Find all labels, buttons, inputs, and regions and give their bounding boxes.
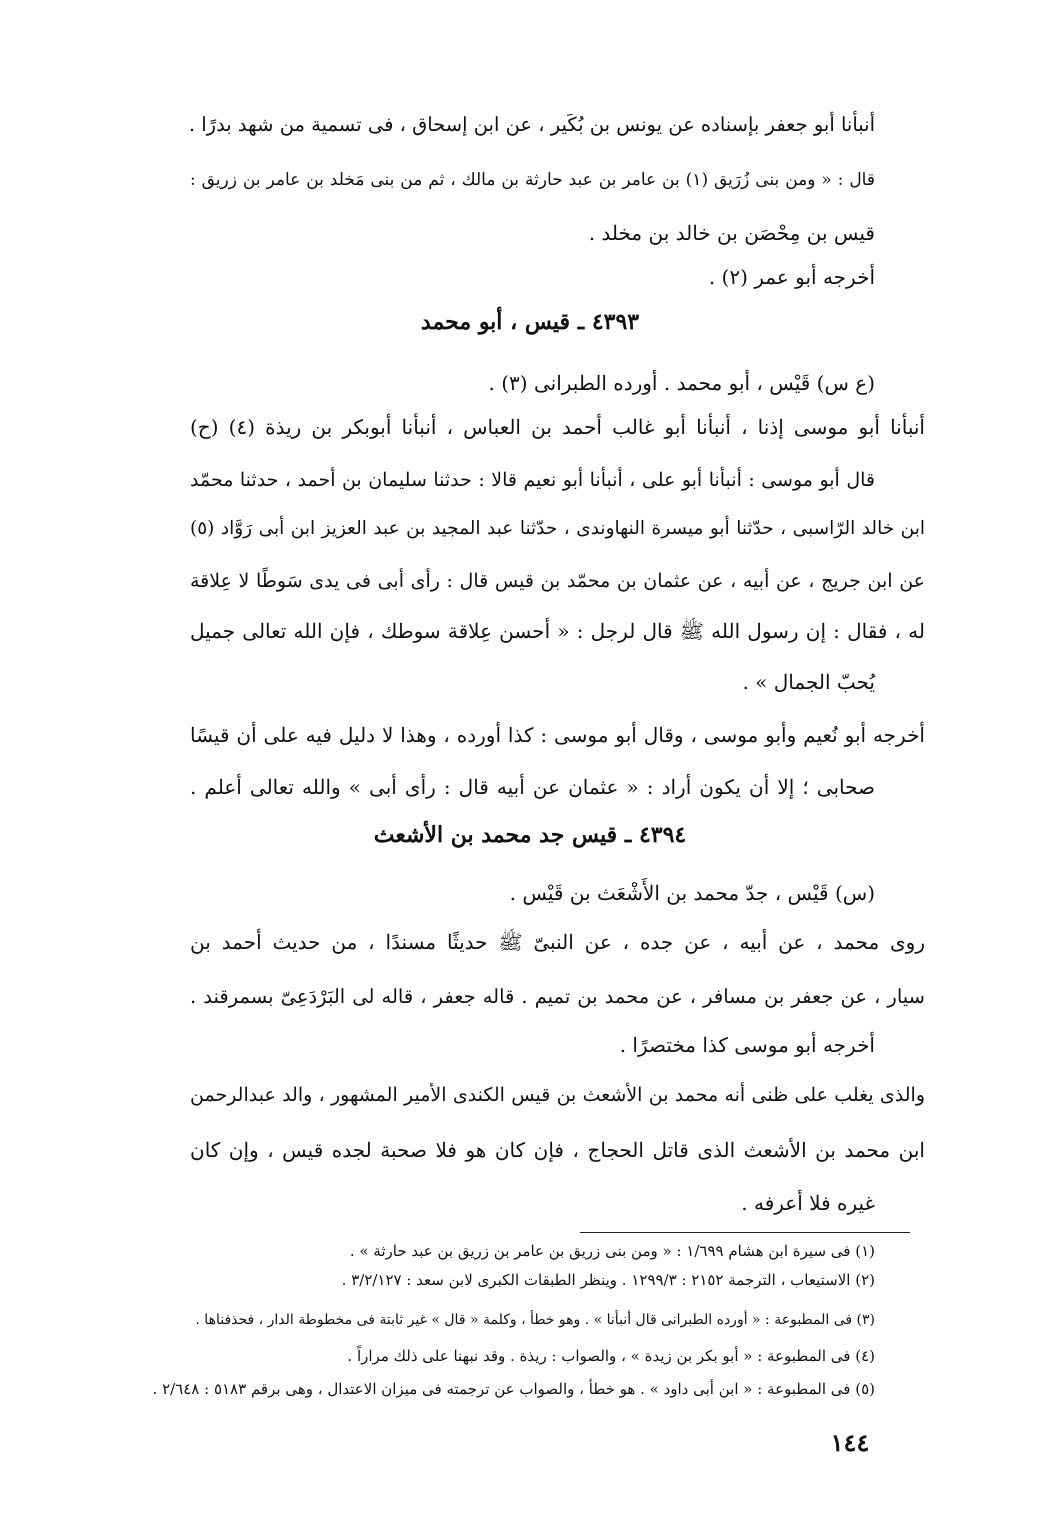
entry-heading-4394: ٤٣٩٤ ـ قيس جد محمد بن الأشعث — [373, 822, 687, 848]
footnote: (٣) فى المطبوعة : « أورده الطبرانى قال أنبأنا » . وهو خطأ ، وكلمة « قال » غير ثابتة فى مخطوطة الدار ، فحذفناها . — [195, 1312, 875, 1328]
text-line: (س) قَيْس ، جدّ محمد بن الأَشْعَث بن قَيْس . — [509, 881, 875, 905]
text-line: والذى يغلب على ظنى أنه محمد بن الأشعث بن قيس الكندى الأمير المشهور ، والد عبدالرحمن — [190, 1084, 925, 1106]
footnote: (٥) فى المطبوعة : « ابن أبى داود » . هو خطأ ، والصواب عن ترجمته فى ميزان الاعتدال ، وهى برقم ٥١٨٣ : ٢/٦٤٨ . — [152, 1380, 875, 1398]
text-line: غيره فلا أعرفه . — [741, 1191, 875, 1215]
text-line: (ع س) قَيْس ، أبو محمد . أورده الطبرانى (٣) . — [488, 371, 875, 395]
text-line: ابن محمد بن الأشعث الذى قاتل الحجاج ، فإن كان هو فلا صحبة لجده قيس ، وإن كان — [190, 1138, 925, 1162]
text-line: روى محمد ، عن أبيه ، عن جده ، عن النبىّ ﷺ حديثًا مسندًا ، من حديث أحمد بن — [190, 930, 925, 954]
entry-heading-4393: ٤٣٩٣ ـ قيس ، أبو محمد — [420, 309, 640, 335]
text-line: قال : « ومن بنى زُرَيق (١) بن عامر بن عبد حارثة بن مالك ، ثم من بنى مَخلد بن عامر بن زريق : — [190, 170, 875, 190]
footnote: (٢) الاستيعاب ، الترجمة ٢١٥٢ : ١٢٩٩/٣ . وينظر الطبقات الكبرى لابن سعد : ٣/٢/١٢٧ . — [341, 1271, 875, 1289]
text-line: عن ابن جريج ، عن أبيه ، عن عثمان بن محمّد بن قيس قال : رأى أبى فى يدى سَوطًا لا عِلاقة — [190, 570, 925, 592]
text-line: أنبأنا أبو جعفر بإسناده عن يونس بن بُكَير ، عن ابن إسحاق ، فى تسمية من شهد بدرًا . — [188, 113, 875, 136]
page-number: ١٤٤ — [830, 1428, 870, 1457]
footnote-divider — [580, 1232, 910, 1233]
text-line: أنبأنا أبو موسى إذنا ، أنبأنا أبو غالب أحمد بن العباس ، أنبأنا أبوبكر بن ريذة (٤) (ح) — [190, 415, 925, 439]
text-line: ابن خالد الرّاسبى ، حدّثنا أبو ميسرة النهاوندى ، حدّثنا عبد المجيد بن عبد العزيز ابن أبى رَوَّاد (٥) — [190, 518, 925, 539]
text-line: قال أبو موسى : أنبأنا أبو على ، أنبأنا أبو نعيم قالا : حدثنا سليمان بن أحمد ، حدثنا محمّد — [190, 469, 875, 491]
text-line: سيار ، عن جعفر بن مسافر ، عن محمد بن تميم . قاله جعفر ، قاله لى البَرْدَعِىّ بسمرقند . — [190, 985, 925, 1008]
text-line: أخرجه أبو نُعيم وأبو موسى ، وقال أبو موسى : كذا أورده ، وهذا لا دليل فيه على أن قيسًا — [190, 723, 925, 747]
text-line: قيس بن مِحْصَن بن خالد بن مخلد . — [588, 221, 875, 245]
text-line: صحابى ؛ إلا أن يكون أراد : « عثمان عن أبيه قال : رأى أبى » والله تعالى أعلم . — [190, 775, 875, 799]
text-line: أخرجه أبو عمر (٢) . — [708, 265, 875, 289]
text-line: له ، فقال : إن رسول الله ﷺ قال لرجل : « أحسن عِلاقة سوطك ، فإن الله تعالى جميل — [190, 619, 925, 643]
text-line: أخرجه أبو موسى كذا مختصرًا . — [619, 1033, 875, 1057]
footnote: (٤) فى المطبوعة : « أبو بكر بن زيدة » ، والصواب : ريذة . وقد نبهنا على ذلك مراراً . — [347, 1347, 875, 1365]
text-line: يُحبّ الجمال » . — [742, 670, 875, 694]
footnote: (١) فى سيرة ابن هشام ١/٦٩٩ : « ومن بنى زريق بن عامر بن زريق بن عبد حارثة » . — [349, 1242, 875, 1260]
